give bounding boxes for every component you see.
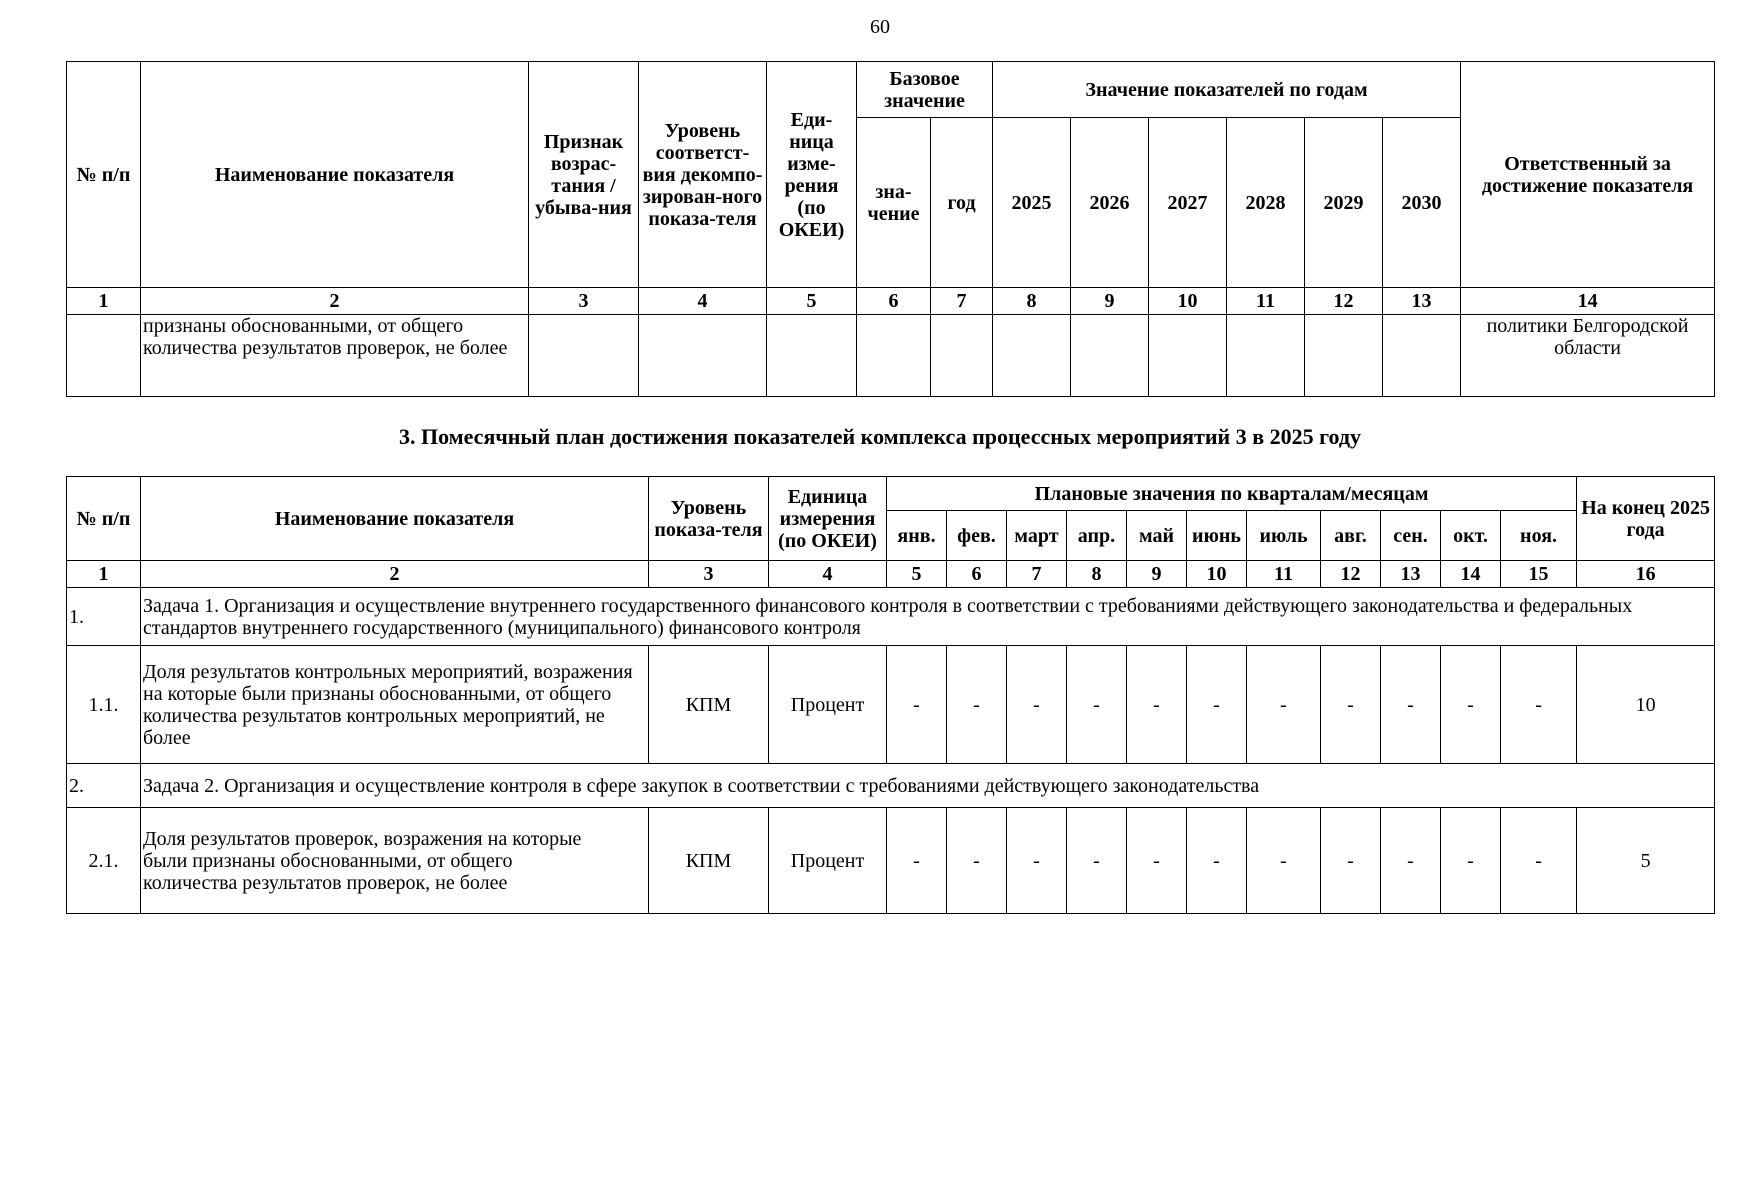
month-value: - [1187,808,1247,914]
header-name: Наименование показателя [141,62,529,288]
column-numbers-row [67,561,1715,588]
col-number: 9 [1071,288,1149,315]
month-value: - [1501,808,1577,914]
month-value: - [1381,808,1441,914]
col-number: 4 [769,561,887,588]
indicator-name: Доля результатов контрольных мероприятий, возражения на которые были признаны обоснованными, от общего количества результатов контрольных мероприятий, не более [141,646,649,764]
header-month: окт. [1441,511,1501,561]
col-number: 13 [1381,561,1441,588]
header-num: № п/п [67,477,141,561]
col-number: 4 [639,288,767,315]
header-month: июнь [1187,511,1247,561]
header-base: Базовое значение [857,62,993,118]
header-month: май [1127,511,1187,561]
month-value: - [1441,808,1501,914]
indicator-unit: Процент [769,646,887,764]
row-number: 1.1. [67,646,141,764]
end-of-year-value: 10 [1577,646,1715,764]
col-number: 3 [529,288,639,315]
header-year: 2026 [1071,118,1149,288]
month-value: - [1127,808,1187,914]
col-number: 16 [1577,561,1715,588]
indicator-level: КПМ [649,808,769,914]
header-end-of-year: На конец 2025 года [1577,477,1715,561]
header-month: авг. [1321,511,1381,561]
header-name: Наименование показателя [141,477,649,561]
col-number: 2 [141,288,529,315]
col-number: 10 [1149,288,1227,315]
header-year: 2030 [1383,118,1461,288]
month-value: - [1007,646,1067,764]
col-number: 1 [67,561,141,588]
col-number: 1 [67,288,141,315]
col-number: 8 [993,288,1071,315]
indicator-level: КПМ [649,646,769,764]
month-value: - [887,808,947,914]
header-year: 2027 [1149,118,1227,288]
month-value: - [1247,646,1321,764]
col-number: 8 [1067,561,1127,588]
indicators-table [66,61,1715,397]
col-number: 6 [857,288,931,315]
col-number: 14 [1441,561,1501,588]
header-num: № п/п [67,62,141,288]
header-month: сен. [1381,511,1441,561]
header-unit: Единица измерения (по ОКЕИ) [769,477,887,561]
col-number: 6 [947,561,1007,588]
col-number: 11 [1227,288,1305,315]
header-responsible: Ответственный за достижение показателя [1461,62,1715,288]
row-number: 2.1. [67,808,141,914]
header-unit: Еди-ница изме-рения (по ОКЕИ) [767,62,857,288]
cell-empty [529,315,639,397]
responsible-value: политики Белгородской области [1461,315,1715,397]
col-number: 5 [767,288,857,315]
header-year: 2025 [993,118,1071,288]
indicator-name: Доля результатов проверок, возражения на которые были признаны обоснованными, от общего количества результатов проверок, не более [141,808,649,914]
month-value: - [947,646,1007,764]
col-number: 12 [1321,561,1381,588]
col-number: 13 [1383,288,1461,315]
col-number: 10 [1187,561,1247,588]
cell-empty [993,315,1071,397]
month-value: - [1067,646,1127,764]
month-value: - [1501,646,1577,764]
indicator-unit: Процент [769,808,887,914]
month-value: - [947,808,1007,914]
cell-empty [1305,315,1383,397]
month-value: - [1247,808,1321,914]
cell-empty [767,315,857,397]
task-text: Задача 1. Организация и осуществление внутреннего государственного финансового контроля в соответствии с требованиями действующего законодательства и федеральных стандартов внутреннего государственного (муниципального) финансового контроля [141,588,1715,646]
indicator-row [67,646,1715,764]
col-number: 11 [1247,561,1321,588]
cell-empty [857,315,931,397]
header-level: Уровень соответст-вия декомпо-зирован-ного показа-теля [639,62,767,288]
header-month: март [1007,511,1067,561]
end-of-year-value: 5 [1577,808,1715,914]
header-base-value: зна-чение [857,118,931,288]
cell-empty [1071,315,1149,397]
cell-empty [67,315,141,397]
column-numbers-row [67,288,1715,315]
month-value: - [1381,646,1441,764]
header-month: ноя. [1501,511,1577,561]
page-number: 60 [870,16,890,38]
indicator-row [67,808,1715,914]
month-value: - [1321,808,1381,914]
cell-empty [1227,315,1305,397]
header-level: Уровень показа-теля [649,477,769,561]
cell-empty [639,315,767,397]
month-value: - [1187,646,1247,764]
task-row [67,764,1715,808]
section-title: 3. Помесячный план достижения показателей комплекса процессных мероприятий 3 в 2025 году [398,424,1362,449]
month-value: - [1321,646,1381,764]
month-value: - [1441,646,1501,764]
header-year: 2029 [1305,118,1383,288]
col-number: 2 [141,561,649,588]
header-month: июль [1247,511,1321,561]
month-value: - [887,646,947,764]
row-number: 2. [67,764,141,808]
header-trend: Признак возрас-тания / убыва-ния [529,62,639,288]
header-years-title: Значение показателей по годам [993,62,1461,118]
month-value: - [1067,808,1127,914]
row-number: 1. [67,588,141,646]
cell-empty [1383,315,1461,397]
header-plan-title: Плановые значения по кварталам/месяцам [887,477,1577,511]
col-number: 3 [649,561,769,588]
col-number: 5 [887,561,947,588]
header-base-year: год [931,118,993,288]
cell-empty [1149,315,1227,397]
header-year: 2028 [1227,118,1305,288]
col-number: 12 [1305,288,1383,315]
col-number: 7 [1007,561,1067,588]
table-row [67,315,1715,397]
task-row [67,588,1715,646]
header-month: янв. [887,511,947,561]
indicator-name: признаны обоснованными, от общего количества результатов проверок, не более [141,315,529,397]
header-month: фев. [947,511,1007,561]
month-value: - [1127,646,1187,764]
header-month: апр. [1067,511,1127,561]
task-text: Задача 2. Организация и осуществление контроля в сфере закупок в соответствии с требованиями действующего законодательства [141,764,1715,808]
monthly-plan-table [66,476,1715,914]
col-number: 7 [931,288,993,315]
col-number: 9 [1127,561,1187,588]
col-number: 15 [1501,561,1577,588]
cell-empty [931,315,993,397]
col-number: 14 [1461,288,1715,315]
month-value: - [1007,808,1067,914]
